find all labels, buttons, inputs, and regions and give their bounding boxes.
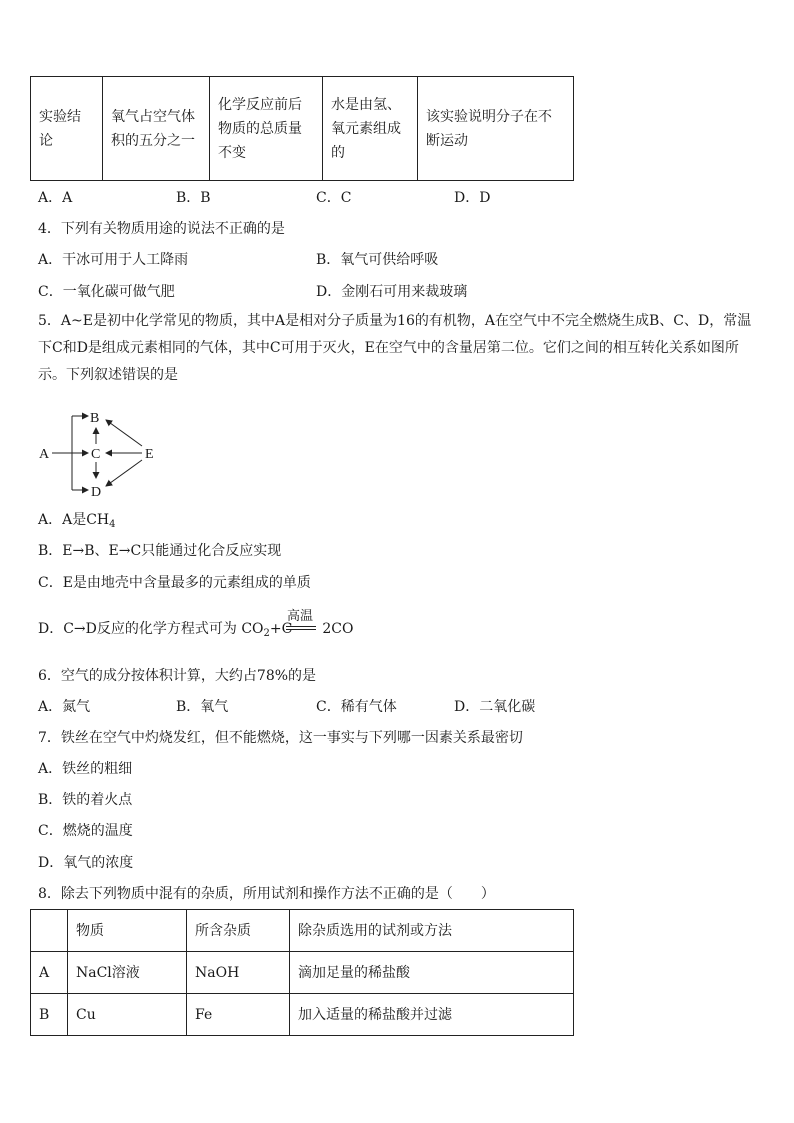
node-b: B: [90, 411, 100, 426]
table-row: [31, 77, 574, 181]
q4-option-c: C．一氧化碳可做气肥: [38, 284, 175, 300]
table-cell: Fe: [187, 994, 290, 1036]
q4-option-a: A．干冰可用于人工降雨: [38, 252, 189, 268]
q6-option-d: D．二氧化碳: [454, 699, 536, 715]
q6-option-a: A．氮气: [38, 699, 91, 715]
node-d: D: [91, 485, 102, 500]
conversion-diagram: [34, 404, 164, 502]
table-cell: 水是由氢、氧元素组成的: [323, 77, 418, 181]
table-cell: 该实验说明分子在不断运动: [418, 77, 574, 181]
table-row: [31, 994, 574, 1036]
table-cell: 实验结论: [31, 77, 103, 181]
q7-option-b: B．铁的着火点: [38, 792, 133, 808]
table-cell: 所含杂质: [187, 910, 290, 952]
q6-stem: 6．空气的成分按体积计算，大约占78%的是: [38, 668, 317, 684]
equals-bar-top: [286, 626, 316, 627]
table-cell: NaOH: [187, 952, 290, 994]
q7-option-d: D．氧气的浓度: [38, 855, 134, 871]
impurity-table: [30, 909, 574, 1036]
table-cell: 物质: [68, 910, 187, 952]
table-cell: 滴加足量的稀盐酸: [290, 952, 574, 994]
q5-option-a: A．A是$CH_4$: [38, 512, 116, 530]
node-e: E: [145, 447, 154, 462]
node-a: A: [39, 447, 50, 462]
q5-option-c: C．E是由地壳中含量最多的元素组成的单质: [38, 575, 311, 591]
table-cell: 除杂质选用的试剂或方法: [290, 910, 574, 952]
q3-option-a: A．A: [38, 190, 73, 206]
q4-option-d: D．金刚石可用来裁玻璃: [316, 284, 468, 300]
q5-option-d: D．C→D反应的化学方程式可为 $CO_2+C$ 2CO: [38, 621, 354, 639]
q5-option-b: B．E→B、E→C只能通过化合反应实现: [38, 543, 282, 559]
q3-option-d: D．D: [454, 190, 491, 206]
q7-option-a: A．铁丝的粗细: [38, 761, 133, 777]
table-cell: 氧气占空气体积的五分之一: [103, 77, 210, 181]
q8-stem: 8．除去下列物质中混有的杂质，所用试剂和操作方法不正确的是（ ）: [38, 886, 495, 902]
reaction-condition: 高温: [287, 609, 314, 624]
table-cell: [31, 910, 68, 952]
table-header-row: [31, 910, 574, 952]
table-cell: 加入适量的稀盐酸并过滤: [290, 994, 574, 1036]
q3-option-b: B．B: [176, 190, 211, 206]
q6-option-b: B．氧气: [176, 699, 229, 715]
q5-stem: 5．A~E是初中化学常见的物质，其中A是相对分子质量为16的有机物，A在空气中不完全燃烧生成B、C、D，常温下C和D是组成元素相同的气体，其中C可用于灭火，E在空气中的含量居第二位。它们之间的相互转化关系如图所示。下列叙述错误的是: [38, 313, 752, 383]
table-cell: 化学反应前后物质的总质量不变: [210, 77, 323, 181]
q4-stem: 4．下列有关物质用途的说法不正确的是: [38, 221, 285, 237]
q4-option-b: B．氧气可供给呼吸: [316, 252, 439, 268]
conclusion-table: [30, 76, 574, 181]
q7-option-c: C．燃烧的温度: [38, 823, 133, 839]
q3-option-c: C．C: [316, 190, 352, 206]
q6-option-c: C．稀有气体: [316, 699, 397, 715]
table-cell: Cu: [68, 994, 187, 1036]
table-cell: A: [31, 952, 68, 994]
table-cell: B: [31, 994, 68, 1036]
table-cell: NaCl溶液: [68, 952, 187, 994]
table-row: [31, 952, 574, 994]
node-c: C: [91, 447, 101, 462]
equals-bar-bottom: [286, 629, 316, 630]
q7-stem: 7．铁丝在空气中灼烧发红，但不能燃烧，这一事实与下列哪一因素关系最密切: [38, 730, 523, 746]
